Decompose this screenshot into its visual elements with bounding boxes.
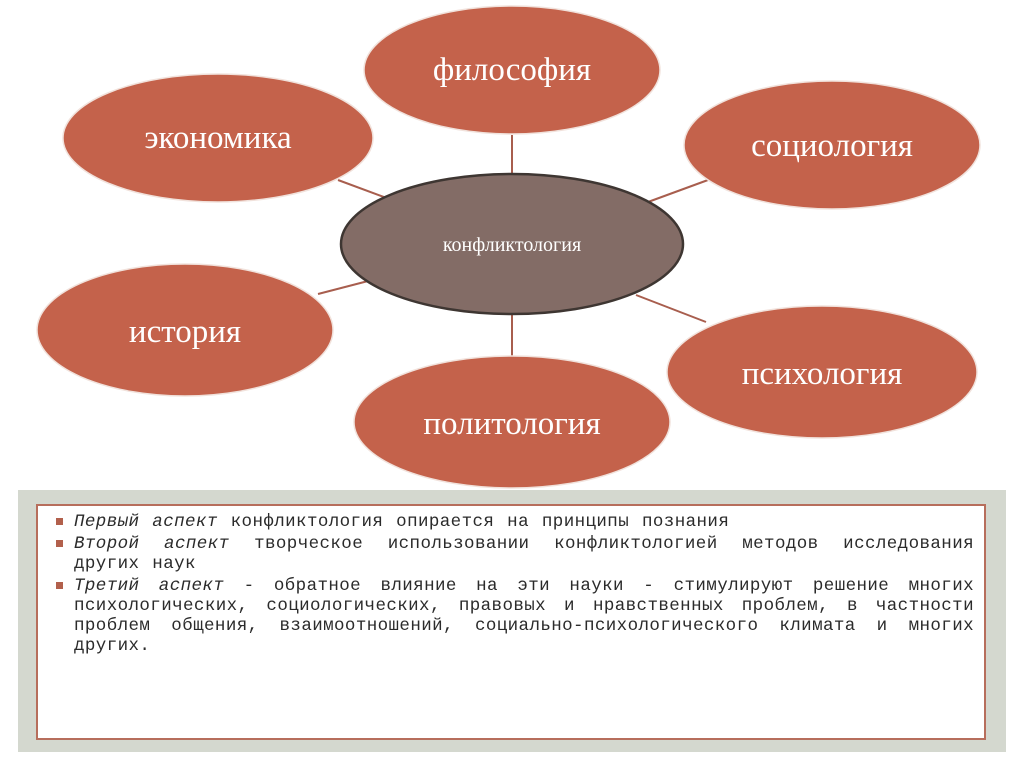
node-philosophy-label: философия xyxy=(432,52,592,88)
node-psychology-label: психология xyxy=(741,356,903,392)
node-economics xyxy=(63,74,373,202)
node-sociology xyxy=(684,81,980,209)
node-history-label: история xyxy=(128,314,242,350)
aspect-item-1 xyxy=(52,512,974,532)
node-sociology-label: социология xyxy=(751,128,913,164)
aspect-title: Третий аспект xyxy=(74,576,225,596)
aspect-text: - обратное влияние на эти науки - стимулируют решение многих психологических, социологических, правовых и нравственных проблем, в частности проблем общения, взаимоотношений, социально-психологического климата и многих других. xyxy=(74,576,974,656)
connector-sociology xyxy=(648,180,708,202)
node-center xyxy=(341,174,683,314)
node-economics-label: экономика xyxy=(144,120,292,156)
aspect-text: конфликтология опирается на принципы познания xyxy=(230,512,730,532)
node-history xyxy=(37,264,333,396)
node-philosophy xyxy=(364,6,660,134)
aspect-text: творческое использовании конфликтологией методов исследования других наук xyxy=(74,534,974,574)
node-politology xyxy=(354,356,670,488)
connector-psychology xyxy=(636,295,706,322)
aspects-panel xyxy=(36,504,986,740)
bullet-square-icon xyxy=(56,540,63,547)
aspect-title: Первый аспект xyxy=(74,512,218,532)
bullet-square-icon xyxy=(56,582,63,589)
connector-history xyxy=(318,280,372,294)
node-psychology xyxy=(667,306,977,438)
node-politology-label: политология xyxy=(423,406,601,442)
aspect-title: Второй аспект xyxy=(74,534,230,554)
bullet-square-icon xyxy=(56,518,63,525)
aspect-item-3 xyxy=(52,576,974,656)
aspect-item-2 xyxy=(52,534,974,574)
node-center-label: конфликтология xyxy=(442,234,582,256)
